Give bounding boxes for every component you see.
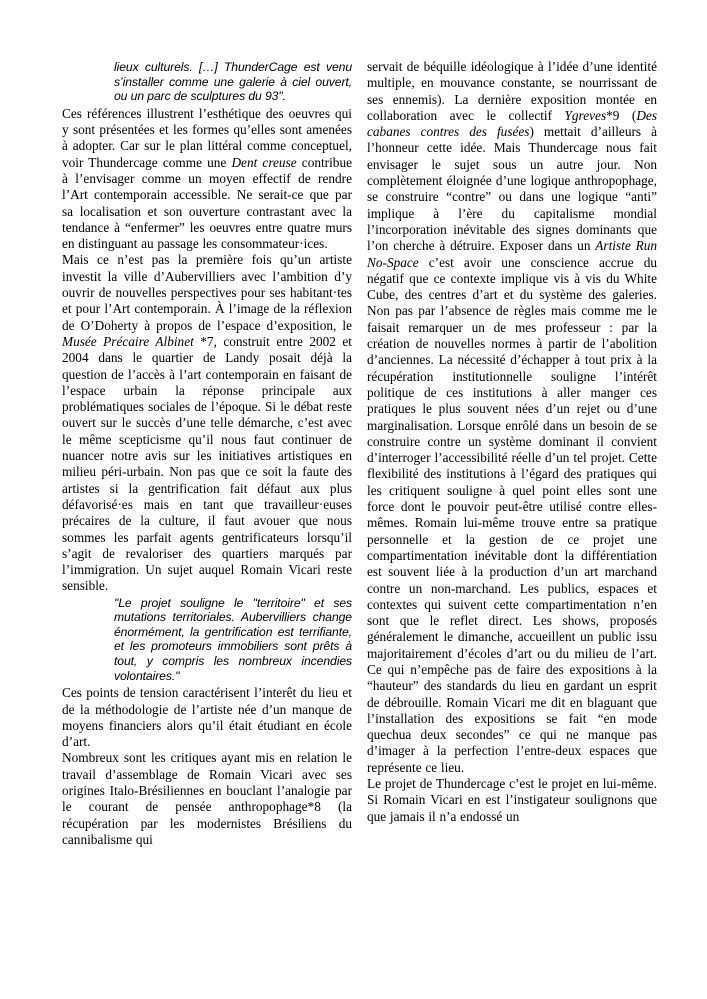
paragraph-anthropophagie-suite	[367, 59, 657, 776]
left-column	[62, 59, 352, 848]
text-segment: *7, construit entre 2002 et 2004 dans le quartier de Landy posait déjà la question de l’accès à l’art contemporain en faisant de l’espace urbain la réponse principale aux problématiques sociales de l’époque. Si le débat reste ouvert sur le succès d’une telle démarche, c’est avec le même scepticisme qu’il nous faut continuer de nuancer notre avis sur les initiatives artistiques en milieu péri-urbain. Non pas que ce soit la faute des artistes si la gentrification fait défaut aux plus défavorisé·es mais en tant que travailleur·euses précaires de la culture, il faut avouer que nous sommes les parfait agents gentrificateurs lorsqu’il s’agit de revaloriser des quartiers marqués par l’immigration. Un sujet auquel Romain Vicari reste sensible.	[62, 333, 353, 594]
text-segment: c’est avoir une conscience accrue du négatif que ce contexte implique vis à vis du White Cube, des centres d’art et du système des galeries. Non pas par l’absence de règles mais comme me le faisait remarquer un de mes professeur : par la création de nouvelles normes à partir de l’abolition d’anciennes. La nécessité d’échapper à tout prix à la récupération institutionnelle souligne l’intérêt politique de ces institutions à aller manger ces pratiques le plus souvent nées d’un rejet ou d’une marginalisation. Lorsque enrôlé dans un besoin de se construire contre un système dominant il convient d’interroger l’accessibilité réelle d’un tel projet. Cette flexibilité des institutions à l’égard des pratiques qui les critiquent souligne à quel point elles sont une force dont le pouvoir peut-être utilisé contre elles-mêmes. Romain lui-même trouve entre sa pratique personnelle et la gestion de ce projet une compartimentation inévitable dont la différentiation est souvent liée à la production d’un art marchand contre un non-marchand. Les publics, espaces et contextes qui suivent cette compartimentation n’en sont que le reflet direct. Les shows, proposés généralement le dimanche, accueillent un public issu majoritairement d’écoles d’art ou du milieu de l’art. Ce qui n’empêche pas de faire des expositions à la “hauteur” des standards du lieu en gardant un esprit de débrouille. Romain Vicari me dit en blaguant que l’installation des expositions se fait “en mode quechua deux secondes” ce qui ne manque pas d’imager à la perfection l’entre-deux espaces que représente ce lieu.	[367, 254, 657, 775]
quote-block-continuation	[114, 60, 352, 104]
paragraph-points-de-tension	[62, 685, 352, 750]
text-segment: servait de béquille idéologique à l’idée d’une identité multiple, en mouvance constante, se nourrissant de ses ennemis). La dernière exposition montée en collaboration avec le collectif	[367, 59, 657, 123]
text-segment: Ces points de tension caractérisent l’interêt du lieu et de la méthodologie de l’artiste née d’un manque de moyens financiers alors qu’il était étudiant en école d’art.	[62, 685, 352, 750]
italic-text-segment: Des cabanes contres des fusées	[367, 107, 657, 140]
text-segment: Ces références illustrent l’esthétique des oeuvres qui y sont présentées et les formes qu’elles sont amenées à adopter. Car sur le plan littéral comme conceptuel, voir Thundercage comme une	[62, 105, 352, 170]
paragraph-references	[62, 106, 352, 253]
italic-text-segment: Dent creuse	[231, 154, 297, 170]
paragraph-aubervilliers	[62, 252, 352, 594]
text-segment: lieux culturels. […] ThunderCage est venu s’installer comme une galerie à ciel ouvert, ou un parc de sculptures du 93".	[114, 60, 352, 104]
right-column	[367, 59, 657, 825]
text-columns	[62, 59, 657, 848]
paragraph-critiques	[62, 750, 352, 848]
text-segment: Mais ce n’est pas la première fois qu’un artiste investit la ville d’Aubervilliers avec l’ambition d’y ouvrir de nouvelles perspectives pour ses habitant·tes et pour l’Art contemporain. À l’image de la réflexion de O’Doherty à propos de l’espace d’exposition, le	[62, 252, 352, 333]
text-segment: *9 (	[606, 107, 637, 123]
italic-text-segment: Musée Précaire Albinet	[62, 333, 194, 349]
text-segment: Nombreux sont les critiques ayant mis en relation le travail d’assemblage de Romain Vicari avec ses origines Italo-Brésiliennes en bouclant l’analogie par le courant de pensée anthropophage*8 (la récupération par les modernistes Brésiliens du cannibalisme qui	[62, 750, 352, 847]
text-segment: ) mettait d’ailleurs à l’honneur cette idée. Mais Thundercage nous fait envisager le sujet sous un autre jour. Non complètement éloignée d’une logique anthropophage, se construire “contre” ou dans une logique “anti” implique à l’ère du capitalisme mondial l’incorporation inévitable des signes dominants que l’on cherche à détruire. Exposer dans un	[367, 124, 657, 254]
text-segment: Le projet de Thundercage c’est le projet en lui-même. Si Romain Vicari en est l’instigateur soulignons que que jamais il n’a endossé un	[367, 776, 657, 824]
italic-text-segment: Ygreves	[564, 107, 607, 123]
italic-text-segment: Artiste Run No-Space	[367, 238, 657, 270]
text-segment: contribue à l’envisager comme un moyen effectif de rendre l’Art contemporain accessible. Ne serait-ce que par sa localisation et son ouverture contrastant avec la tendance à “enfermer” les oeuvres entre quatre murs en distinguant au passage les consommateur·ices.	[62, 154, 353, 252]
quote-block-territoire	[114, 596, 352, 684]
paragraph-projet-thundercage	[367, 776, 657, 825]
text-segment: "Le projet souligne le "territoire" et ses mutations territoriales. Aubervilliers change énormément, la gentrification est terrifiante, et les promoteurs immobiliers sont prêts à tout, y compris les nombreux incendies volontaires."	[114, 595, 352, 683]
